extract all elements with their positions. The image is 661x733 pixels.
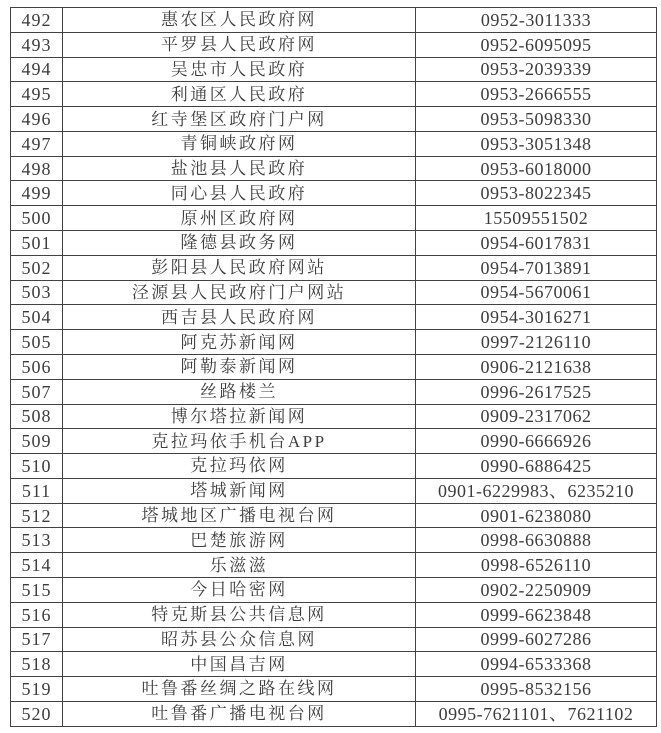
row-index-cell: 502: [11, 255, 63, 280]
table-row: [11, 429, 657, 454]
site-name-cell: 昭苏县公众信息网: [63, 627, 416, 652]
site-name-cell: 红寺堡区政府门户网: [63, 107, 416, 132]
row-index-cell: 508: [11, 404, 63, 429]
row-index-cell: 507: [11, 379, 63, 404]
site-name-cell: 中国昌吉网: [63, 652, 416, 677]
site-name-cell: 吴忠市人民政府: [63, 57, 416, 82]
site-name-cell: 盐池县人民政府: [63, 156, 416, 181]
site-name-cell: 西吉县人民政府网: [63, 305, 416, 330]
row-index-cell: 503: [11, 280, 63, 305]
site-name-cell: 吐鲁番丝绸之路在线网: [63, 677, 416, 702]
row-index-cell: 512: [11, 503, 63, 528]
site-name-cell: 利通区人民政府: [63, 82, 416, 107]
table-row: [11, 32, 657, 57]
table-row: [11, 231, 657, 256]
site-name-cell: 今日哈密网: [63, 577, 416, 602]
row-index-cell: 515: [11, 577, 63, 602]
row-index-cell: 493: [11, 32, 63, 57]
site-name-cell: 泾源县人民政府门户网站: [63, 280, 416, 305]
row-index-cell: 492: [11, 8, 63, 33]
site-name-cell: 博尔塔拉新闻网: [63, 404, 416, 429]
site-name-cell: 彭阳县人民政府网站: [63, 255, 416, 280]
row-index-cell: 497: [11, 131, 63, 156]
table-row: [11, 503, 657, 528]
phone-cell: 0901-6238080: [416, 503, 657, 528]
row-index-cell: 509: [11, 429, 63, 454]
table-row: [11, 701, 657, 726]
row-index-cell: 501: [11, 231, 63, 256]
table-row: [11, 553, 657, 578]
phone-cell: 0901-6229983、6235210: [416, 478, 657, 503]
table-row: [11, 57, 657, 82]
table-row: [11, 156, 657, 181]
table-row: [11, 478, 657, 503]
table-row: [11, 280, 657, 305]
row-index-cell: 520: [11, 701, 63, 726]
phone-cell: 0954-3016271: [416, 305, 657, 330]
phone-cell: 0995-7621101、7621102: [416, 701, 657, 726]
phone-cell: 0995-8532156: [416, 677, 657, 702]
row-index-cell: 505: [11, 330, 63, 355]
phone-cell: 0953-2039339: [416, 57, 657, 82]
row-index-cell: 519: [11, 677, 63, 702]
phone-cell: 0952-3011333: [416, 8, 657, 33]
table-row: [11, 82, 657, 107]
phone-cell: 0954-7013891: [416, 255, 657, 280]
site-name-cell: 克拉玛依手机台APP: [63, 429, 416, 454]
site-name-cell: 巴楚旅游网: [63, 528, 416, 553]
phone-cell: 0954-5670061: [416, 280, 657, 305]
site-name-cell: 惠农区人民政府网: [63, 8, 416, 33]
phone-cell: 0996-2617525: [416, 379, 657, 404]
site-name-cell: 丝路楼兰: [63, 379, 416, 404]
table-row: [11, 8, 657, 33]
site-name-cell: 乐滋滋: [63, 553, 416, 578]
phone-cell: 0998-6526110: [416, 553, 657, 578]
table-row: [11, 379, 657, 404]
table-row: [11, 330, 657, 355]
row-index-cell: 514: [11, 553, 63, 578]
table-row: [11, 131, 657, 156]
phone-cell: 0999-6623848: [416, 602, 657, 627]
phone-cell: 0997-2126110: [416, 330, 657, 355]
table-row: [11, 652, 657, 677]
site-name-cell: 塔城地区广播电视台网: [63, 503, 416, 528]
table-row: [11, 602, 657, 627]
table-row: [11, 627, 657, 652]
table-row: [11, 404, 657, 429]
site-name-cell: 隆德县政务网: [63, 231, 416, 256]
phone-cell: 0998-6630888: [416, 528, 657, 553]
site-name-cell: 塔城新闻网: [63, 478, 416, 503]
site-name-cell: 吐鲁番广播电视台网: [63, 701, 416, 726]
table-row: [11, 305, 657, 330]
table-row: [11, 528, 657, 553]
phone-cell: 0953-6018000: [416, 156, 657, 181]
site-name-cell: 阿勒泰新闻网: [63, 354, 416, 379]
phone-cell: 0953-3051348: [416, 131, 657, 156]
site-name-cell: 特克斯县公共信息网: [63, 602, 416, 627]
phone-cell: 0906-2121638: [416, 354, 657, 379]
contact-directory-table: [10, 7, 657, 727]
phone-cell: 0953-2666555: [416, 82, 657, 107]
phone-cell: 0952-6095095: [416, 32, 657, 57]
site-name-cell: 平罗县人民政府网: [63, 32, 416, 57]
row-index-cell: 496: [11, 107, 63, 132]
row-index-cell: 511: [11, 478, 63, 503]
table-row: [11, 577, 657, 602]
row-index-cell: 494: [11, 57, 63, 82]
row-index-cell: 518: [11, 652, 63, 677]
phone-cell: 0999-6027286: [416, 627, 657, 652]
row-index-cell: 506: [11, 354, 63, 379]
row-index-cell: 499: [11, 181, 63, 206]
phone-cell: 0953-5098330: [416, 107, 657, 132]
site-name-cell: 原州区政府网: [63, 206, 416, 231]
row-index-cell: 498: [11, 156, 63, 181]
row-index-cell: 495: [11, 82, 63, 107]
site-name-cell: 青铜峡政府网: [63, 131, 416, 156]
row-index-cell: 513: [11, 528, 63, 553]
site-name-cell: 克拉玛依网: [63, 454, 416, 479]
phone-cell: 0909-2317062: [416, 404, 657, 429]
table-row: [11, 255, 657, 280]
phone-cell: 0902-2250909: [416, 577, 657, 602]
phone-cell: 0994-6533368: [416, 652, 657, 677]
table-row: [11, 206, 657, 231]
row-index-cell: 517: [11, 627, 63, 652]
phone-cell: 0990-6886425: [416, 454, 657, 479]
phone-cell: 0953-8022345: [416, 181, 657, 206]
table-row: [11, 677, 657, 702]
table-row: [11, 354, 657, 379]
phone-cell: 0954-6017831: [416, 231, 657, 256]
row-index-cell: 510: [11, 454, 63, 479]
table-row: [11, 181, 657, 206]
row-index-cell: 500: [11, 206, 63, 231]
phone-cell: 15509551502: [416, 206, 657, 231]
table-row: [11, 107, 657, 132]
directory-table-body: [11, 8, 657, 727]
row-index-cell: 504: [11, 305, 63, 330]
site-name-cell: 阿克苏新闻网: [63, 330, 416, 355]
table-row: [11, 454, 657, 479]
phone-cell: 0990-6666926: [416, 429, 657, 454]
row-index-cell: 516: [11, 602, 63, 627]
site-name-cell: 同心县人民政府: [63, 181, 416, 206]
